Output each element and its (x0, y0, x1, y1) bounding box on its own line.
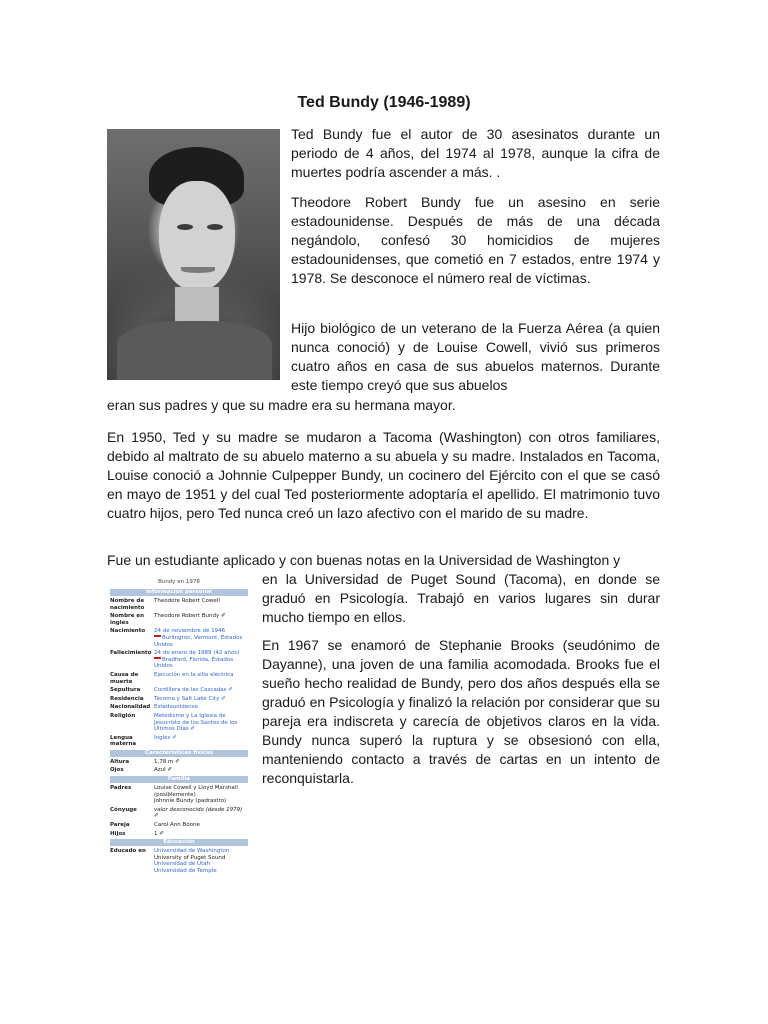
infobox-header-physical: Características físicas (110, 750, 248, 757)
infobox-value (154, 650, 248, 670)
infobox-row (110, 627, 248, 649)
infobox-value (154, 848, 248, 874)
birth-place-link[interactable]: Burlington, Vermont, Estados Unidos (154, 634, 243, 648)
infobox-value-link[interactable]: Inglés ✐ (154, 734, 177, 741)
paragraph-3b: eran sus padres y que su madre era su hermana mayor. (107, 397, 456, 413)
infobox-value-link[interactable]: Ejecución en la silla eléctrica (154, 671, 234, 678)
us-flag-icon (154, 657, 161, 661)
infobox-key: Ojos (110, 767, 124, 774)
paragraph-1: Ted Bundy fue el autor de 30 asesinatos durante un periodo de 4 años, del 1974 al 1978, aunque la cifra de muertes podría ascender a más. . (291, 126, 660, 180)
birth-date-link[interactable]: 24 de noviembre de 1946 (154, 628, 226, 635)
infobox-key: Sepultura (110, 687, 141, 694)
infobox-value-link[interactable]: Metodismo y La Iglesia de Jesucristo de los Santos de los Últimos Días ✐ (154, 712, 238, 733)
education-text: University of Puget Sound (154, 854, 226, 861)
infobox-value: Azul ✐ (154, 767, 173, 774)
infobox-row (110, 612, 248, 627)
infobox-row (110, 671, 248, 686)
infobox-row (110, 830, 248, 839)
photo-mouth (181, 267, 215, 273)
infobox-row (110, 695, 248, 704)
infobox-row (110, 784, 248, 806)
photo-shirt (117, 321, 272, 380)
infobox-key: Educado en (110, 848, 146, 855)
paragraph-2: Theodore Robert Bundy fue un asesino en serie estadounidense. Después de más de una década negándolo, confesó 30 homicidios de mujeres estadounidenses, que cometió en 7 estados, entre 1974 y 1978. Se desconoce el número real de víctimas. (291, 194, 660, 286)
paragraph-3a: Hijo biológico de un veterano de la Fuerza Aérea (a quien nunca conoció) y de Louise Cowell, vivió sus primeros cuatro años en casa de sus abuelos maternos. Durante este tiempo creyó que sus abuelos (291, 320, 660, 393)
education-link[interactable]: Universidad de Utah (154, 861, 211, 868)
infobox-key: Padres (110, 785, 132, 792)
paragraph-5a: Fue un estudiante aplicado y con buenas notas en la Universidad de Washington y (107, 552, 621, 568)
infobox-key: Altura (110, 758, 130, 765)
infobox-row (110, 734, 248, 749)
portrait-photo (107, 129, 280, 380)
infobox-value: valor desconocido (desde 1979) ✐ (154, 806, 243, 820)
infobox-row (110, 847, 248, 875)
infobox-row (110, 649, 248, 671)
infobox-key: Nacionalidad (110, 704, 151, 711)
infobox-header-education: Educación (110, 839, 248, 846)
page-title: Ted Bundy (1946-1989) (297, 94, 471, 111)
infobox-value-link[interactable]: Tacoma y Salt Lake City ✐ (154, 695, 226, 702)
infobox-value: 1 ✐ (154, 830, 164, 837)
education-link[interactable]: Universidad de Temple (154, 868, 217, 874)
infobox-key: Lengua materna (110, 734, 137, 748)
infobox-value (154, 785, 248, 805)
photo-eye-right (207, 224, 223, 230)
infobox-row (110, 821, 248, 830)
infobox-row (110, 806, 248, 821)
infobox-value: Theodore Robert Bundy ✐ (154, 613, 226, 620)
education-link[interactable]: Universidad de Washington (154, 848, 230, 855)
infobox-value: Carol Ann Boone (154, 822, 200, 829)
death-date-link[interactable]: 24 de enero de 1989 (42 años) (154, 650, 240, 657)
us-flag-icon (154, 635, 161, 639)
death-place-link[interactable]: Bradford, Florida, Estados Unidos (154, 656, 234, 670)
infobox-value: Theodore Robert Cowell (154, 598, 220, 604)
infobox-header-family: Familia (110, 776, 248, 783)
infobox-key: Religión (110, 712, 136, 719)
stepfather-text: Johnnie Bundy (padrastro) (154, 798, 227, 805)
infobox-key: Causa de muerte (110, 671, 139, 685)
infobox-value (154, 628, 248, 648)
paragraph-5b: en la Universidad de Puget Sound (Tacoma), en donde se graduó en Psicología. Trabajó en varios lugares sin durar mucho tiempo en ellos. (262, 571, 660, 625)
infobox-row (110, 597, 248, 612)
infobox-row (110, 703, 248, 712)
infobox-key: Pareja (110, 822, 130, 829)
infobox-key: Residencia (110, 695, 144, 702)
infobox-value-link[interactable]: Cordillera de las Cascadas ✐ (154, 687, 233, 694)
infobox-value: 1,78 m ✐ (154, 758, 180, 765)
infobox-key: Nombre de nacimiento (110, 598, 145, 611)
infobox-key: Cónyuge (110, 806, 137, 813)
photo-face (159, 181, 235, 291)
paragraph-6: En 1967 se enamoró de Stephanie Brooks (seudónimo de Dayanne), una joven de una familia acomodada. Brooks fue el sueño hecho realidad de Bundy, pero dos años después ella se graduó en Psicología y finalizó la relación por considerar que su pareja era indiscreta y carecía de objetivos claros en la vida. Bundy nunca superó la ruptura y se obsesionó con ella, manteniendo contacto a través de cartas en un intento de reconquistarla. (262, 637, 660, 786)
infobox (110, 579, 248, 949)
infobox-key: Nombre en inglés (110, 613, 145, 626)
infobox-key: Nacimiento (110, 628, 146, 635)
infobox-key: Hijos (110, 830, 126, 837)
photo-eye-left (177, 224, 193, 230)
infobox-row (110, 686, 248, 695)
paragraph-4: En 1950, Ted y su madre se mudaron a Tacoma (Washington) con otros familiares, debido al maltrato de su abuelo materno a su abuela y su madre. Instalados en Tacoma, Louise conoció a Johnnie Culpepper Bundy, un cocinero del Ejército con el que se casó en mayo de 1951 y del cual Ted posteriormente adoptaría el apellido. El matrimonio tuvo cuatro hijos, pero Ted nunca creó un lazo afectivo con el marido de su madre. (107, 429, 660, 521)
infobox-row (110, 766, 248, 775)
infobox-row (110, 712, 248, 734)
infobox-value-link[interactable]: Estadounidense (154, 704, 198, 711)
infobox-key: Fallecimiento (110, 650, 152, 657)
parents-text: Louise Cowell y Lloyd Marshall (posiblemente) (154, 785, 238, 798)
infobox-caption: Bundy en 1978 (158, 579, 200, 585)
infobox-row (110, 758, 248, 767)
infobox-header-personal: Información personal (110, 589, 248, 596)
